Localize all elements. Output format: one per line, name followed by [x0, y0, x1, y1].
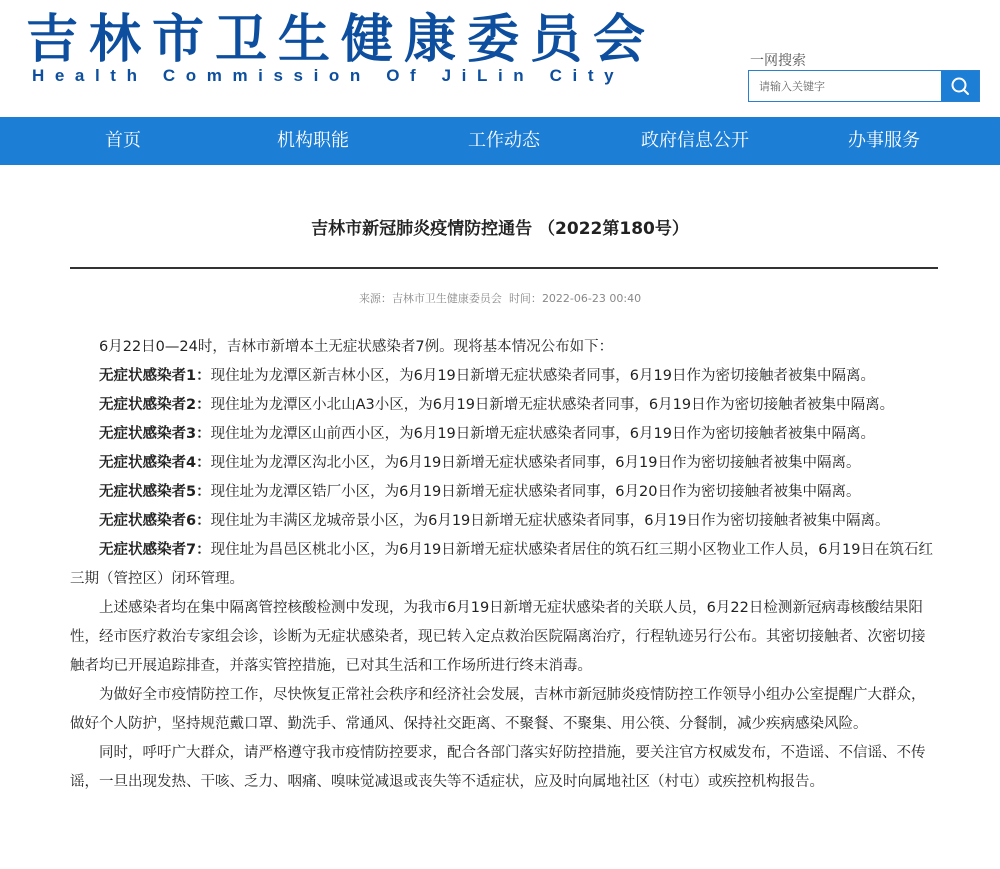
- source-value: 吉林市卫生健康委员会: [391, 292, 502, 305]
- case-text: 现住址为昌邑区桃北小区，为6月19日新增无症状感染者居住的筑石红三期小区物业工作人员，6月19日在筑石红三期（管控区）闭环管理。: [70, 542, 933, 587]
- nav-item-home[interactable]: 首页: [105, 130, 141, 151]
- main-nav: [0, 117, 1000, 165]
- article-paragraph: 同时，呼吁广大群众，请严格遵守我市疫情防控要求，配合各部门落实好防控措施，要关注官方权威发布，不造谣、不信谣、不传谣，一旦出现发热、干咳、乏力、咽痛、嗅味觉减退或丧失等不适症状，应及时向属地社区（村屯）或疾控机构报告。: [70, 745, 926, 790]
- nav-item-organization[interactable]: 机构职能: [277, 130, 349, 151]
- case-label: 无症状感染者3：: [99, 426, 211, 442]
- page-title: 吉林市新冠肺炎疫情防控通告 （2022第180号）: [311, 219, 689, 239]
- article-body: [70, 333, 938, 797]
- case-text: 现住址为龙潭区新吉林小区，为6月19日新增无症状感染者同事，6月19日作为密切接触者被集中隔离。: [210, 368, 875, 384]
- case-item: [70, 507, 938, 536]
- source-label: 来源：: [358, 292, 392, 305]
- case-text: 现住址为龙潭区沟北小区，为6月19日新增无症状感染者同事，6月19日作为密切接触者被集中隔离。: [210, 455, 861, 471]
- case-item: [70, 420, 938, 449]
- title-divider: [70, 267, 938, 269]
- case-text: 现住址为龙潭区小北山A3小区，为6月19日新增无症状感染者同事，6月19日作为密切接触者被集中隔离。: [210, 397, 895, 413]
- case-label: 无症状感染者1：: [99, 368, 211, 384]
- search-box: [748, 70, 980, 102]
- article-paragraph: 为做好全市疫情防控工作，尽快恢复正常社会秩序和经济社会发展，吉林市新冠肺炎疫情防控工作领导小组办公室提醒广大群众，做好个人防护，坚持规范戴口罩、勤洗手、常通风、保持社交距离、不聚餐、不聚集、用公筷、分餐制，减少疾病感染风险。: [70, 687, 926, 732]
- search-label: 一网搜索: [750, 53, 806, 69]
- case-item: [70, 478, 938, 507]
- search-button[interactable]: [941, 71, 979, 101]
- nav-item-work-news[interactable]: 工作动态: [468, 130, 540, 151]
- case-label: 无症状感染者2：: [99, 397, 211, 413]
- nav-item-services[interactable]: 办事服务: [848, 130, 920, 151]
- case-item: [70, 449, 938, 478]
- search-input[interactable]: [749, 71, 941, 101]
- article-intro: 6月22日0—24时，吉林市新增本土无症状感染者7例。现将基本情况公布如下：: [99, 339, 614, 355]
- article-paragraph: 上述感染者均在集中隔离管控核酸检测中发现，为我市6月19日新增无症状感染者的关联人员，6月22日检测新冠病毒核酸结果阳性，经市医疗救治专家组会诊，诊断为无症状感染者，现已转入定点救治医院隔离治疗，行程轨迹另行公布。其密切接触者、次密切接触者均已开展追踪排查，并落实管控措施，已对其生活和工作场所进行终末消毒。: [70, 600, 926, 674]
- search-icon: [950, 76, 970, 96]
- case-label: 无症状感染者5：: [99, 484, 211, 500]
- case-label: 无症状感染者7：: [99, 542, 211, 558]
- case-item: [70, 391, 938, 420]
- time-label: 时间：: [508, 292, 542, 305]
- case-label: 无症状感染者6：: [99, 513, 211, 529]
- case-text: 现住址为龙潭区山前西小区，为6月19日新增无症状感染者同事，6月19日作为密切接触者被集中隔离。: [210, 426, 875, 442]
- nav-item-gov-info[interactable]: 政府信息公开: [641, 130, 749, 151]
- time-value: 2022-06-23 00:40: [541, 292, 642, 305]
- case-item: [70, 362, 938, 391]
- site-header: [0, 0, 1000, 117]
- site-logo-title[interactable]: 吉林市卫生健康委员会: [26, 9, 657, 70]
- case-label: 无症状感染者4：: [99, 455, 211, 471]
- case-text: 现住址为龙潭区锆厂小区，为6月19日新增无症状感染者同事，6月20日作为密切接触者被集中隔离。: [210, 484, 861, 500]
- case-item: [70, 536, 938, 594]
- case-text: 现住址为丰满区龙城帝景小区，为6月19日新增无症状感染者同事，6月19日作为密切接触者被集中隔离。: [210, 513, 890, 529]
- article-meta: [0, 290, 1000, 306]
- site-logo-subtitle: Health Commission Of JiLin City: [32, 66, 625, 85]
